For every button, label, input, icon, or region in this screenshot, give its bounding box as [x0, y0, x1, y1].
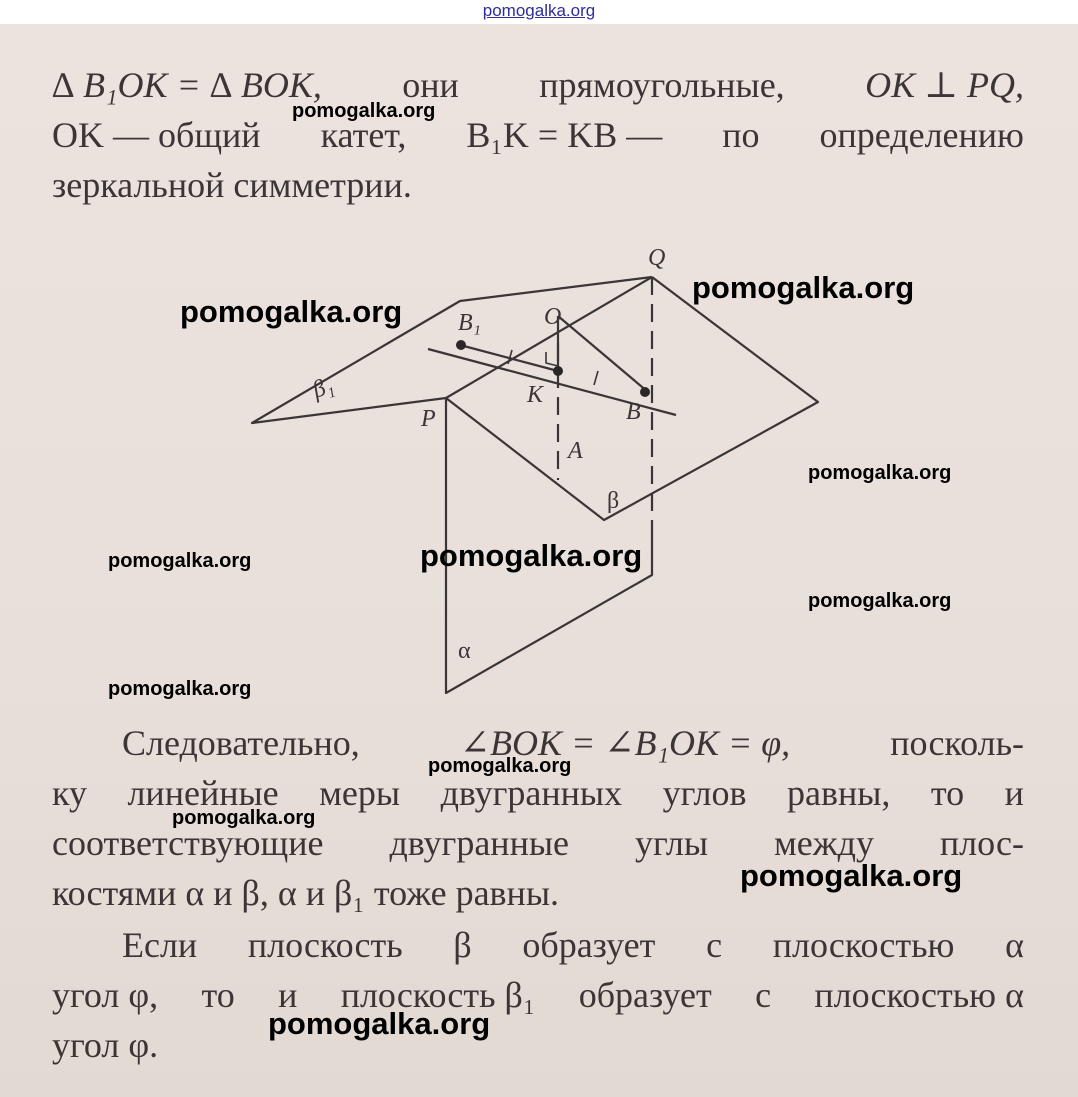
- p2-l2-w1: линейные: [127, 773, 279, 813]
- label-o: O: [544, 304, 562, 330]
- p2-l3-w0: соответствующие: [52, 823, 324, 863]
- p1-line-1: [52, 60, 1024, 110]
- watermark: pomogalka.org: [108, 678, 252, 700]
- p2-l2-w3: двугранных: [440, 773, 623, 813]
- p1-l1-w1: они: [402, 65, 459, 105]
- p3-l2-w5: с: [755, 975, 772, 1015]
- p3-l1-w1: плоскость: [247, 925, 403, 965]
- p2-l3-w3: между: [774, 823, 874, 863]
- p2-l3-w1: двугранные: [389, 823, 569, 863]
- label-b1: B₁: [458, 310, 482, 336]
- p3-l1-w5: плоскостью: [772, 925, 955, 965]
- p3-l2-w6: плоскостью α: [814, 975, 1024, 1015]
- watermark: pomogalka.org: [808, 590, 952, 612]
- p3-l2-w1: то: [201, 975, 235, 1015]
- p3-line-2: [52, 970, 1024, 1020]
- p2-line-4: костями α и β, α и β₁ тоже равны.: [52, 873, 560, 913]
- watermark: pomogalka.org: [268, 1006, 491, 1041]
- p2-l2-w6: то: [930, 773, 965, 813]
- p1-l1-w0: ∆ B₁OK = ∆ BOK,: [52, 65, 322, 105]
- p1-l1-w2: прямоугольные,: [539, 65, 785, 105]
- watermark: pomogalka.org: [172, 807, 316, 829]
- p1-l1-w3: OK ⊥ PQ,: [865, 65, 1024, 105]
- point-b: [640, 387, 650, 397]
- watermark: pomogalka.org: [428, 755, 572, 777]
- tick-mark: [594, 371, 598, 385]
- paragraph-3: [52, 920, 1024, 1070]
- p2-l2-w2: меры: [319, 773, 401, 813]
- site-link[interactable]: pomogalka.org: [482, 1, 596, 20]
- p3-l2-w2: и: [278, 975, 298, 1015]
- watermark: pomogalka.org: [740, 858, 963, 893]
- p3-l1-w6: α: [1005, 925, 1024, 965]
- edge-pq: [446, 277, 652, 398]
- paragraph-1: [52, 60, 1024, 210]
- p3-l1-w2: β: [453, 925, 472, 965]
- p2-l2-w4: углов: [662, 773, 747, 813]
- p3-l2-w0: угол φ,: [52, 975, 159, 1015]
- label-b: B: [626, 399, 641, 425]
- top-bar: [0, 0, 1078, 24]
- watermark: pomogalka.org: [180, 294, 403, 329]
- p1-l2-w1: катет,: [320, 115, 407, 155]
- point-k: [553, 366, 563, 376]
- line-o-b: [558, 316, 648, 392]
- p2-l1-w1: ∠BOK = ∠B₁OK = φ,: [459, 723, 791, 763]
- label-beta: β: [607, 488, 620, 514]
- p1-l2-w3: по: [722, 115, 760, 155]
- label-p: P: [421, 406, 436, 432]
- watermark: pomogalka.org: [108, 550, 252, 572]
- p3-l1-w0: Если: [122, 925, 198, 965]
- p3-line-3: угол φ.: [52, 1025, 159, 1065]
- p2-l1-w0: Следовательно,: [122, 723, 360, 763]
- p2-l2-w5: равны,: [786, 773, 891, 813]
- label-beta1: β₁: [309, 372, 338, 404]
- label-a: A: [568, 438, 583, 464]
- p2-l3-w2: углы: [634, 823, 709, 863]
- p2-l3-w4: плос-: [939, 823, 1024, 863]
- right-angle-mark: [546, 352, 558, 366]
- p3-l1-w3: образует: [522, 925, 656, 965]
- watermark: pomogalka.org: [420, 538, 643, 573]
- label-q: Q: [648, 245, 666, 271]
- watermark: pomogalka.org: [292, 100, 436, 122]
- p1-l2-w0: OK — общий: [52, 115, 261, 155]
- p3-l1-w4: с: [706, 925, 723, 965]
- p2-l2-w0: ку: [52, 773, 87, 813]
- p3-l2-w3: плоскость β₁: [340, 975, 536, 1015]
- p1-l2-w4: определению: [819, 115, 1024, 155]
- label-alpha: α: [458, 638, 471, 664]
- point-b1: [456, 340, 466, 350]
- p1-line-2: [52, 110, 1024, 160]
- p3-l2-w4: образует: [578, 975, 712, 1015]
- label-k: K: [527, 382, 544, 408]
- p2-l1-w2: посколь-: [890, 723, 1024, 763]
- watermark: pomogalka.org: [808, 462, 952, 484]
- p2-l2-w7: и: [1004, 773, 1024, 813]
- p1-line-3: зеркальной симметрии.: [52, 165, 412, 205]
- watermark: pomogalka.org: [692, 270, 915, 305]
- p1-l2-w2: B₁K = KB —: [466, 115, 663, 155]
- p3-line-1: [52, 920, 1024, 970]
